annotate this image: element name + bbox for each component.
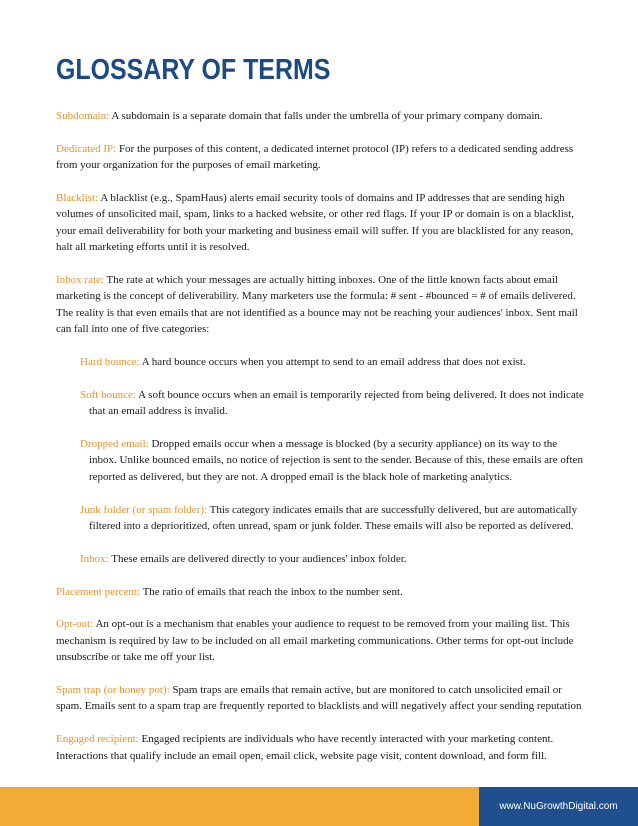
term-definition: A soft bounce occurs when an email is temporarily rejected from being delivered. It does not indicate that an email address is invalid.: [89, 388, 584, 418]
page-title: GLOSSARY OF TERMS: [56, 54, 331, 86]
glossary-content: [56, 108, 584, 780]
term-definition: The ratio of emails that reach the inbox to the number sent.: [142, 585, 403, 598]
website-link[interactable]: www.NuGrowthDigital.com: [479, 787, 638, 826]
term-definition: A blacklist (e.g., SpamHaus) alerts email security tools of domains and IP addresses that are sending high volumes of unsolicited mail, spam, links to a hacked website, or other red flags. If your IP or domain is on a blacklist, your email deliverability for both your marketing and business email will suffer. If you are blacklisted for any reason, halt all marketing efforts until it is resolved.: [56, 192, 575, 254]
glossary-entry-inbox: [80, 551, 584, 567]
term-definition: This category indicates emails that are successfully delivered, but are automatically filtered into a deprioritized, often unread, spam or junk folder. These emails will also be reported as delivered.: [89, 503, 578, 533]
term-definition: An opt-out is a mechanism that enables your audience to request to be removed from your mailing list. This mechanism is required by law to be included on all email marketing communications. Other terms for opt-out include unsubscribe or take me off your list.: [56, 618, 574, 664]
glossary-entry-spam-trap: [56, 682, 584, 715]
glossary-entry-engaged-recipient: [56, 731, 584, 764]
term-label: Soft bounce:: [80, 388, 136, 401]
term-label: Placement percent:: [56, 585, 140, 598]
term-definition: Engaged recipients are individuals who have recently interacted with your marketing content. Interactions that qualify include an email open, email click, website page visit, content download, and form fill.: [56, 733, 554, 762]
term-definition: These emails are delivered directly to your audiences' inbox folder.: [111, 552, 407, 565]
glossary-entry-placement-percent: [56, 584, 584, 600]
glossary-entry-opt-out: [56, 616, 584, 665]
term-definition: The rate at which your messages are actually hitting inboxes. One of the little known facts about email marketing is the concept of deliverability. Many marketers use the formula: # sent - #bounced = # of emails delivered. The reality is that even emails that are not identified as a bounce may not be reaching your audiences' inbox. Sent mail can fall into one of five categories:: [56, 274, 578, 336]
glossary-entry-junk-folder: [80, 502, 584, 535]
term-label: Hard bounce:: [80, 356, 140, 369]
glossary-entry-dropped-email: [80, 436, 584, 485]
glossary-entry-soft-bounce: [80, 387, 584, 420]
term-label: Junk folder (or spam folder):: [80, 503, 208, 516]
glossary-entry-dedicated-ip: [56, 141, 584, 174]
term-definition: For the purposes of this content, a dedicated internet protocol (IP) refers to a dedicated sending address from your organization for the purposes of email marketing.: [56, 142, 574, 172]
glossary-entry-blacklist: [56, 190, 584, 256]
glossary-entry-hard-bounce: [80, 354, 584, 370]
term-label: Inbox:: [80, 552, 109, 565]
term-label: Subdomain:: [56, 110, 110, 122]
term-label: Engaged recipient:: [56, 733, 139, 746]
term-label: Blacklist:: [56, 192, 99, 204]
term-label: Inbox rate:: [56, 274, 104, 287]
term-label: Dedicated IP:: [56, 142, 117, 155]
glossary-entry-subdomain: [56, 108, 584, 124]
term-definition: A hard bounce occurs when you attempt to send to an email address that does not exist.: [141, 356, 526, 369]
term-definition: Dropped emails occur when a message is blocked (by a security appliance) on its way to the inbox. Unlike bounced emails, no notice of rejection is sent to the sender. Because of this, these emails are often reported as delivered, but they are not. A dropped email is the black hole of marketing analytics.: [89, 438, 583, 483]
term-label: Opt-out:: [56, 618, 94, 631]
glossary-entry-inbox-rate: [56, 272, 584, 338]
term-definition: A subdomain is a separate domain that falls under the umbrella of your primary company domain.: [111, 110, 543, 122]
term-label: Dropped email:: [80, 438, 149, 451]
term-label: Spam trap (or honey pot):: [56, 684, 170, 697]
term-definition: Spam traps are emails that remain active, but are monitored to catch unsolicited email or spam. Emails sent to a spam trap are frequently reported to blacklists and will negatively affect your sending reputation: [56, 684, 582, 713]
